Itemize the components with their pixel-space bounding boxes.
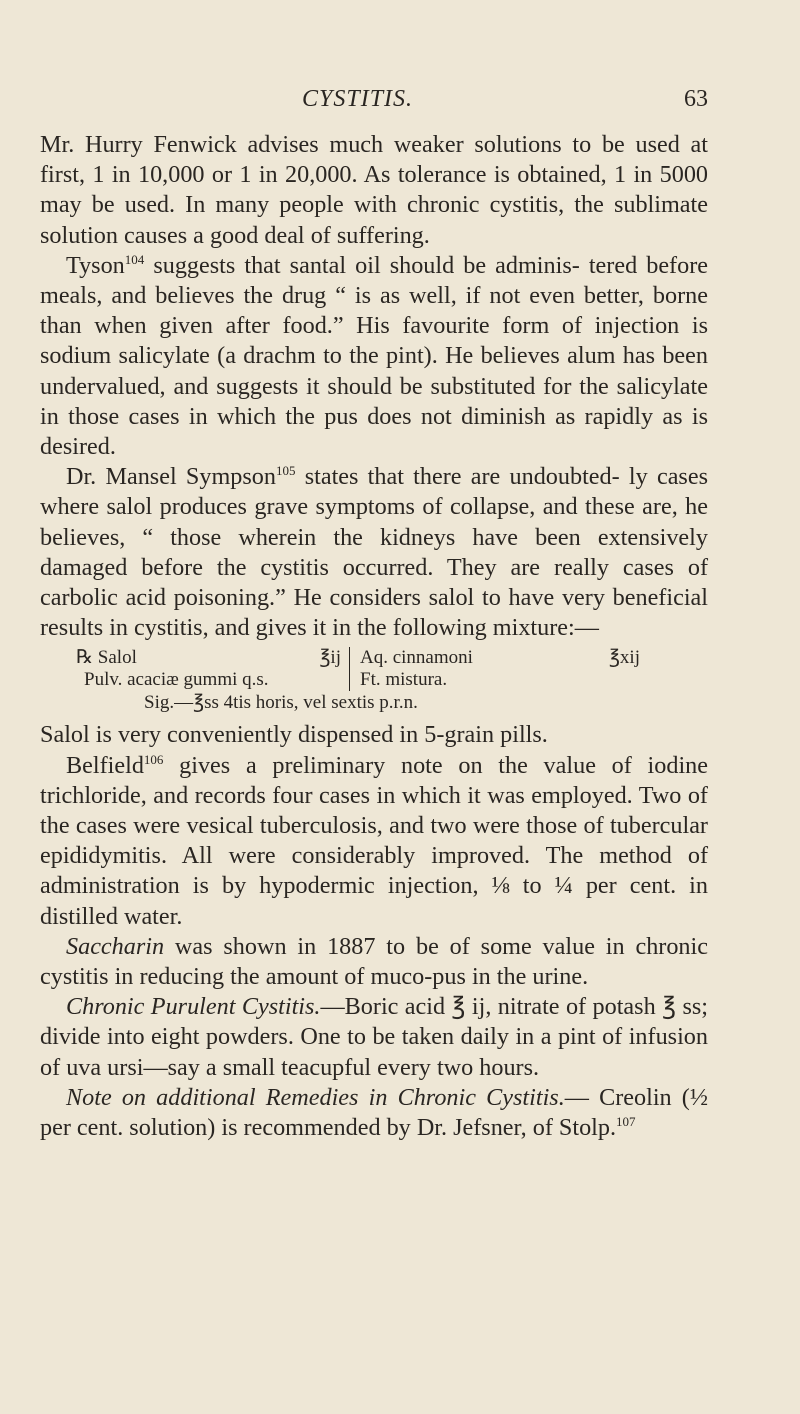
footnote-ref: 105 [275,463,296,479]
paragraph-text: suggests that santal oil should be adminis- tered before meals, and believes the drug “ is as well, if not even better, borne than when given after food.” His favourite form of injection is sodium salicylate (a drachm to the pint). He believes alum has been undervalued, and suggests it should be substituted for the salicylate in those cases in which the pus does not diminish as rapidly as is desired. [40,251,708,461]
author-name: Belfield [66,751,144,779]
prescription-left-column [40,647,350,691]
footnote-ref: 106 [143,751,164,767]
footnote-ref: 104 [124,251,145,267]
author-name: Dr. Mansel Sympson [66,463,276,491]
paragraph-text: — Creolin (½ per cent. solution) is recommended by Dr. Jefsner, of Stolp. [40,1083,708,1142]
paragraph-text: was shown in 1887 to be of some value in chronic cystitis in reducing the amount of muco-pus in the urine. [40,932,708,991]
paragraph-text: gives a preliminary note on the value of iodine trichloride, and records four cases in which it was employed. Two of the cases were vesical tuberculosis, and two were those of tubercular epididymitis. All were considerably improved. The method of administration is by hypodermic injection, ⅛ to ¼ per cent. in distilled water. [40,751,708,930]
paragraph-text: states that there are undoubted- ly cases where salol produces grave symptoms of collapse, and these are, he believes, “ those wherein the kidneys have been extensively damaged before the cystitis occurred. They are really cases of carbolic acid poisoning.” He considers salol to have very beneficial results in cystitis, and gives it in the following mixture:— [40,463,708,642]
paragraph-belfield [40,751,708,932]
paragraph-chronic-purulent [40,992,708,1083]
footnote-ref: 107 [616,1114,636,1130]
prescription-ingredient: Aq. cinnamoni [360,647,473,669]
paragraph-saccharin [40,932,708,992]
book-page [0,86,800,1414]
rx-symbol: ℞ [76,647,94,669]
prescription-block [40,647,708,714]
running-title: CYSTITIS. [302,86,414,112]
paragraph-fenwick [40,130,708,251]
italic-term: Saccharin [66,932,165,960]
prescription-line [76,669,341,691]
prescription-dose: ℥xij [608,647,640,669]
body-text [40,130,708,1143]
paragraph-text: Mr. Hurry Fenwick advises much weaker solutions to be used at first, 1 in 10,000 or 1 in 20,000. As tolerance is obtained, 1 in 5000 may be used. In many people with chronic cystitis, the sublimate solution causes a good deal of suffering. [40,131,708,249]
prescription-columns [40,647,708,691]
prescription-line [360,647,640,669]
prescription-ingredient: Pulv. acaciæ gummi q.s. [84,669,269,691]
paragraph-salol [40,720,708,750]
paragraph-text: Salol is very conveniently dispensed in 5-grain pills. [40,721,548,749]
prescription-ingredient: ℞ Salol [76,647,137,669]
italic-heading: Note on additional Remedies in Chronic Cystitis. [66,1083,565,1111]
prescription-line [360,669,640,691]
running-head [40,86,708,130]
prescription-signature: Sig.—℥ss 4tis horis, vel sextis p.r.n. [144,692,418,714]
author-name: Tyson [66,251,125,279]
paragraph-sympson [40,462,708,643]
paragraph-tyson [40,251,708,462]
prescription-instruction: Ft. mistura. [360,669,448,691]
italic-heading: Chronic Purulent Cystitis. [66,993,321,1021]
page-number: 63 [684,86,708,112]
paragraph-text: —Boric acid ℥ ij, nitrate of potash ℥ ss; divide into eight powders. One to be taken daily in a pint of infusion of uva ursi—say a small teacupful every two hours. [40,993,708,1081]
paragraph-additional-remedies [40,1083,708,1143]
prescription-line [76,647,341,669]
prescription-right-column [350,647,640,691]
prescription-dose: ℥ij [319,647,341,669]
